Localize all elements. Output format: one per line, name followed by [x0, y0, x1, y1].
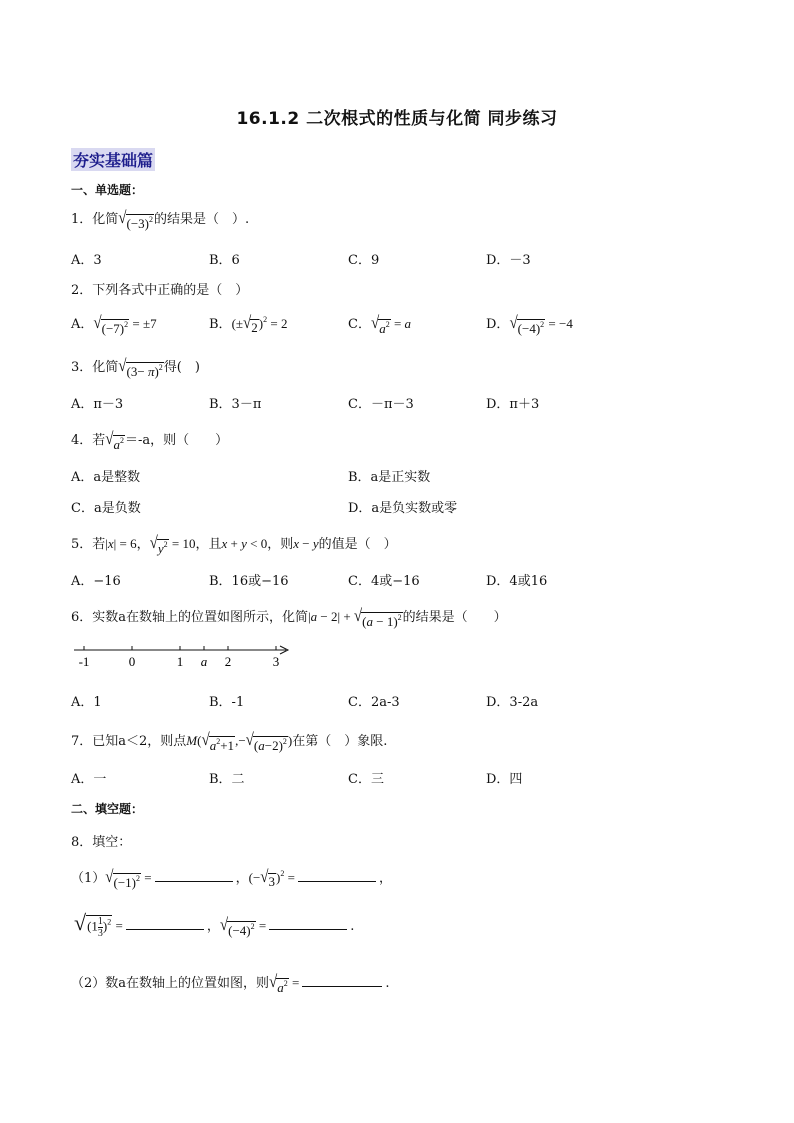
q3-option-c[interactable]: C．－π－3 [348, 397, 414, 412]
answer-blank[interactable] [155, 870, 233, 882]
q8-part-1-line-2: √(1 $\frac{1}{3}$ )$^2$ = ， √ $(-4)^2$ = . [74, 910, 355, 939]
tick-label: 0 [128, 654, 136, 669]
q5-option-a[interactable]: A．−16 [71, 574, 121, 589]
q6-option-c[interactable]: C．2a-3 [348, 695, 400, 710]
question-8: 8．填空： [71, 835, 132, 850]
q7-option-b[interactable]: B．二 [209, 772, 245, 787]
tick-label: 2 [224, 654, 232, 669]
part-heading-single-choice: 一、单选题： [71, 183, 144, 197]
tick-label: 3 [272, 654, 280, 669]
q3-option-b[interactable]: B．3－π [209, 397, 262, 412]
answer-blank[interactable] [302, 975, 382, 987]
sqrt-expression: √ $(-3)^2$ [118, 209, 154, 231]
q3-option-a[interactable]: A．π－3 [71, 397, 124, 412]
q7-option-c[interactable]: C．三 [348, 772, 384, 787]
q5-option-c[interactable]: C．4或−16 [348, 574, 420, 589]
point-label-a: a [200, 654, 208, 669]
q7-option-a[interactable]: A．一 [71, 772, 107, 787]
q1-option-c[interactable]: C．9 [348, 253, 380, 268]
question-2: 2．下列各式中正确的是（ ） [71, 283, 249, 298]
q8-part-1-line-1: （1） √ $(-1)^2$ = ，(− √ 3 )$^2$ = ， [71, 868, 392, 890]
q5-option-d[interactable]: D．4或16 [486, 574, 548, 589]
question-3: 3．化简 √ $(3- \pi)^2$ 得( ) [71, 357, 200, 379]
q6-option-d[interactable]: D．3-2a [486, 695, 539, 710]
part-heading-fill-blank: 二、填空题： [71, 802, 144, 816]
q1-option-a[interactable]: A．3 [71, 253, 102, 268]
question-7: 7．已知a＜2，则点M( √ $a^2+1$ ,− √ $(a-2)^2$ )在第（ ）象限. [71, 731, 388, 753]
q2-option-c[interactable]: C． √ $a^2$ = a [348, 314, 412, 336]
q3-option-d[interactable]: D．π＋3 [486, 397, 540, 412]
answer-blank[interactable] [298, 870, 376, 882]
question-6: 6．实数a在数轴上的位置如图所示，化简|a − 2| + √ $(a - 1)^2$ 的结果是（ ） [71, 607, 507, 629]
q6-option-b[interactable]: B．-1 [209, 695, 245, 710]
number-line [70, 640, 300, 672]
q2-option-a[interactable]: A． √ $(-7)^2$ = ±7 [71, 314, 157, 336]
q1-option-b[interactable]: B．6 [209, 253, 240, 268]
section-heading: 夯实基础篇 [71, 148, 155, 171]
q2-option-b[interactable]: B．(± √ 2 )$^2$ = 2 [209, 314, 288, 335]
page-title: 16.1.2 二次根式的性质与化简 同步练习 [236, 109, 558, 129]
answer-blank[interactable] [269, 918, 347, 930]
question-4: 4．若 √ $a^2$ ＝-a，则（ ） [71, 430, 229, 452]
q4-option-d[interactable]: D．a是负实数或零 [348, 501, 458, 516]
question-1: 1．化简 √ $(-3)^2$ 的结果是（ ）. [71, 209, 250, 231]
answer-blank[interactable] [126, 918, 204, 930]
q6-option-a[interactable]: A．1 [71, 695, 102, 710]
q1-option-d[interactable]: D．－3 [486, 253, 531, 268]
q5-option-b[interactable]: B．16或−16 [209, 574, 289, 589]
tick-label: -1 [78, 654, 90, 669]
q2-option-d[interactable]: D． √ $(-4)^2$ = −4 [486, 314, 573, 336]
q7-option-d[interactable]: D．四 [486, 772, 523, 787]
q4-option-b[interactable]: B．a是正实数 [348, 470, 431, 485]
q8-part-2: （2）数a在数轴上的位置如图，则 √ $a^2$ = . [71, 973, 390, 995]
q4-option-c[interactable]: C．a是负数 [71, 501, 141, 516]
question-5: 5．若|x| = 6， √ $y^2$ = 10，且x + y < 0，则x − y的值是（ ） [71, 534, 397, 556]
tick-label: 1 [176, 654, 184, 669]
q4-option-a[interactable]: A．a是整数 [71, 470, 141, 485]
